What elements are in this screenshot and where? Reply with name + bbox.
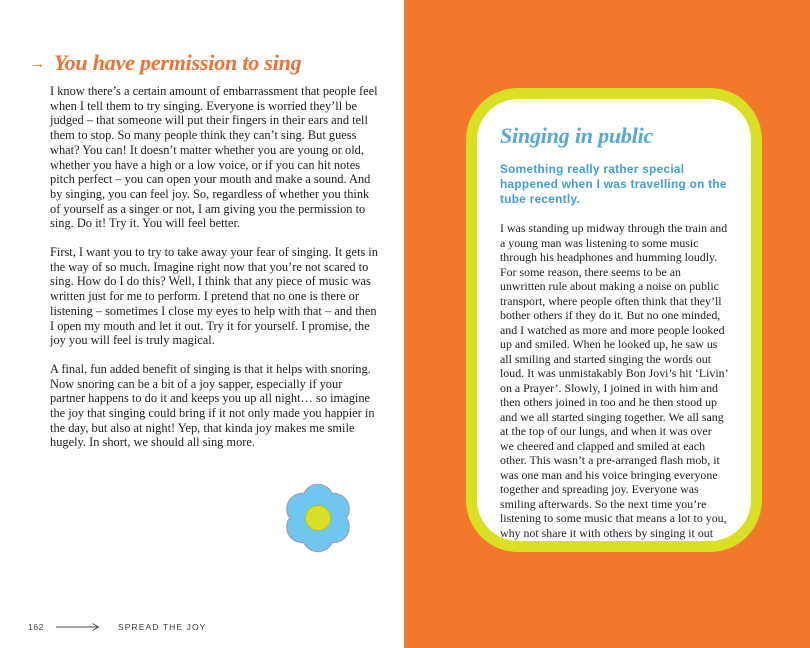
- long-arrow-icon: [56, 622, 104, 632]
- running-footer-label: SPREAD THE JOY: [117, 622, 207, 632]
- card-subheading: Something really rather special happened when I was travelling on the tube recently.: [500, 162, 727, 206]
- body-paragraph: First, I want you to try to take away your fear of singing. It gets in the way of so much. Imagine right now that you’re not scared to sing. How do I do this? Well, I think that any piece of music was written just for me to perform. I pretend that no one is there or listening – sometimes I close my eyes to help with that – and then I open my mouth and let it out. Try it for yourself. I promise, the joy you will feel is truly magical.: [50, 245, 378, 348]
- body-text-column: [50, 84, 380, 464]
- story-card: [466, 88, 762, 552]
- page-heading: [30, 50, 390, 76]
- body-paragraph: I know there’s a certain amount of embarrassment that people feel when I tell them to try singing. Everyone is worried they’ll be judged – that someone will put their fingers in their ears and tell them to stop. So many people think they can’t sing. But guess what? You can! It doesn’t matter whether you are young or old, whether you have a high or a low voice, or if you can hit notes pitch perfect – you can open your mouth and make a sound. And by singing, you can feel joy. So, regardless of whether you think of yourself as a singer or not, I am giving you the permission to sing. Do it! Try it. You will feel better.: [50, 84, 378, 231]
- left-page: [0, 0, 404, 648]
- right-arrow-icon: →: [30, 56, 45, 72]
- body-paragraph: A final, fun added benefit of singing is that it helps with snoring. Now snoring can be a bit of a joy sapper, especially if your partner happens to do it and keeps you up all night… so imagine the joy that singing could bring if it not only made you happier in the day, but also at night! Yep, that kinda joy makes me smile hugely. In short, we should all sing more.: [50, 361, 375, 450]
- page-heading-text: You have permission to sing: [53, 50, 302, 75]
- page-footer: [28, 622, 206, 632]
- right-page: [404, 0, 810, 648]
- flower-illustration: [282, 483, 354, 553]
- card-body-text: I was standing up midway through the train and a young man was listening to some music through his headphones and humming loudly. For some reason, there seems to be an unwritten rule about making a noise on public transport, where people often think that they’ll bother others if they do it. But no one minded, and I watched as more and more people looked up and smiled. When he looked up, he saw us all smiling and started singing the words out loud. It was unmistakably Bon Jovi’s hit ‘Livin’ on a Prayer’. Slowly, I joined in with him and then others joined in too and he then stood up and we all started singing together. We all sang at the top of our lungs, and when it was over we cheered and clapped and smiled at each other. This wasn’t a pre-arranged flash mob, it was one man and his voice bringing everyone together and spreading joy. Everyone was smiling afterwards. So the next time you’re listening to some music that means a lot to you, why not share it with others by singing it out loud?: [500, 221, 728, 552]
- page-number: 162: [28, 622, 44, 632]
- card-heading: Singing in public: [500, 123, 654, 148]
